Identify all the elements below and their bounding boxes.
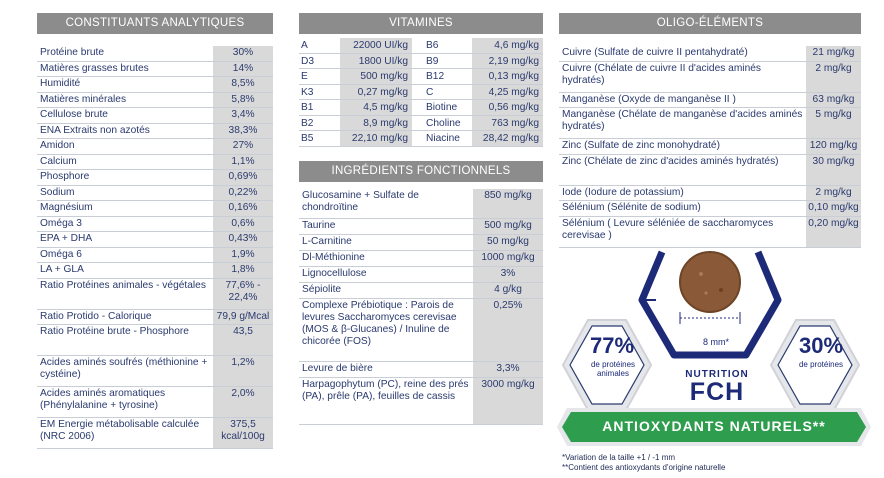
vitamin-value: 500 mg/kg bbox=[340, 69, 412, 84]
vitamin-value: 0,27 mg/kg bbox=[340, 85, 412, 100]
oligo-label: Sélénium (Sélénite de sodium) bbox=[562, 202, 701, 213]
vitamin-name: D3 bbox=[301, 55, 315, 67]
analytics-label: Calcium bbox=[40, 155, 77, 167]
analytics-label: Protéine brute bbox=[40, 47, 104, 58]
vitamin-value: 1800 UI/kg bbox=[340, 54, 412, 69]
vitamin-value: 0,13 mg/kg bbox=[472, 69, 543, 84]
analytics-label: EM Energie métabolisable calculée (NRC 2006) bbox=[40, 419, 200, 442]
analytics-label: ENA Extraits non azotés bbox=[40, 124, 150, 136]
vitamin-row bbox=[299, 116, 543, 132]
vitamin-value: 8,9 mg/kg bbox=[340, 116, 412, 131]
oligo-label: Cuivre (Sulfate de cuivre II pentahydraté) bbox=[562, 47, 748, 58]
ingredients-value: 3,3% bbox=[473, 362, 543, 377]
analytics-value: 1,8% bbox=[213, 263, 273, 278]
oligo-row bbox=[559, 201, 861, 217]
vitamin-name: B1 bbox=[301, 102, 314, 113]
analytics-value: 79,9 g/Mcal bbox=[213, 310, 273, 325]
analytics-row bbox=[37, 418, 273, 449]
analytics-row bbox=[37, 232, 273, 248]
analytics-value: 8,5% bbox=[213, 77, 273, 92]
analytics-row bbox=[37, 139, 273, 155]
analytics-value: 1,2% bbox=[213, 356, 273, 386]
oligo-table bbox=[559, 46, 861, 248]
vitamin-name: Choline bbox=[426, 117, 461, 129]
analytics-label: Amidon bbox=[40, 140, 75, 151]
brand-fch: FCH bbox=[689, 378, 745, 406]
left-badge-pct: 77% bbox=[589, 333, 635, 358]
ingredients-row bbox=[299, 362, 543, 378]
vitamin-row bbox=[299, 85, 543, 101]
analytics-value: 0,16% bbox=[213, 201, 273, 216]
oligo-value: 120 mg/kg bbox=[806, 139, 861, 154]
ingredients-row bbox=[299, 189, 543, 219]
ingredients-label: L-Carnitine bbox=[302, 236, 352, 247]
analytics-label: Ratio Protido - Calorique bbox=[40, 310, 152, 322]
antioxidant-text: ANTIOXYDANTS NATURELS** bbox=[602, 418, 826, 434]
vitamin-value: 4,5 mg/kg bbox=[340, 100, 412, 115]
ingredients-row bbox=[299, 219, 543, 235]
analytics-value: 2,0% bbox=[213, 387, 273, 417]
ingredients-table bbox=[299, 189, 543, 425]
analytics-value: 5,8% bbox=[213, 93, 273, 108]
analytics-label: Acides aminés soufrés (méthionine + cystéine) bbox=[40, 357, 208, 380]
ingredients-label: Glucosamine + Sulfate de chondroïtine bbox=[302, 190, 419, 213]
analytics-row bbox=[37, 46, 273, 62]
analytics-label: LA + GLA bbox=[40, 264, 84, 275]
oligo-label: Zinc (Chélate de zinc d'acides aminés hydratés) bbox=[562, 155, 779, 167]
ingredients-row bbox=[299, 251, 543, 267]
vitamin-row bbox=[299, 38, 543, 54]
analytics-value: 30% bbox=[213, 46, 273, 61]
vitamin-name: Niacine bbox=[426, 133, 460, 144]
ingredients-value: 500 mg/kg bbox=[473, 219, 543, 234]
analytics-value: 0,22% bbox=[213, 186, 273, 201]
oligo-row bbox=[559, 217, 861, 248]
analytics-value: 14% bbox=[213, 62, 273, 77]
oligo-value: 2 mg/kg bbox=[806, 62, 861, 92]
ingredients-label: Harpagophytum (PC), reine des prés (PA), prêle (PA), feuilles de cassis bbox=[302, 379, 469, 402]
oligo-label: Sélénium ( Levure séléniée de saccharomyces cerevisae ) bbox=[562, 217, 774, 241]
vitamin-name: B2 bbox=[301, 117, 314, 129]
analytics-row bbox=[37, 217, 273, 233]
analytics-value: 1,1% bbox=[213, 155, 273, 170]
analytics-row bbox=[37, 93, 273, 109]
oligo-row bbox=[559, 155, 861, 186]
vitamin-value: 22,10 mg/kg bbox=[340, 131, 412, 146]
analytics-value: 38,3% bbox=[213, 124, 273, 139]
analytics-label: Ratio Protéine brute - Phosphore bbox=[40, 326, 189, 337]
analytics-value: 27% bbox=[213, 139, 273, 154]
oligo-value: 30 mg/kg bbox=[806, 155, 861, 185]
analytics-row bbox=[37, 124, 273, 140]
ingredients-label: Sépiolite bbox=[302, 284, 342, 295]
oligo-label: Cuivre (Chélate de cuivre II d'acides aminés hydratés) bbox=[562, 62, 761, 86]
analytics-row bbox=[37, 248, 273, 264]
analytics-value: 43,5 bbox=[213, 325, 273, 355]
analytics-value: 0,69% bbox=[213, 170, 273, 185]
analytics-row bbox=[37, 108, 273, 124]
analytics-label: Cellulose brute bbox=[40, 109, 108, 120]
ingredients-row bbox=[299, 283, 543, 299]
analytics-table bbox=[37, 46, 273, 449]
analytics-row bbox=[37, 310, 273, 326]
oligo-label: Zinc (Sulfate de zinc monohydraté) bbox=[562, 140, 720, 151]
vitamin-row bbox=[299, 100, 543, 116]
analytics-value: 0,43% bbox=[213, 232, 273, 247]
oligo-value: 63 mg/kg bbox=[806, 93, 861, 108]
analytics-row bbox=[37, 77, 273, 93]
ingredients-row bbox=[299, 235, 543, 251]
analytics-value: 0,6% bbox=[213, 217, 273, 232]
oligo-row bbox=[559, 108, 861, 139]
oligo-row bbox=[559, 186, 861, 202]
ingredients-row bbox=[299, 378, 543, 425]
ingredients-value: 3% bbox=[473, 267, 543, 282]
vitamin-name: B6 bbox=[426, 40, 439, 51]
analytics-header: CONSTITUANTS ANALYTIQUES bbox=[37, 13, 273, 34]
oligo-value: 0,20 mg/kg bbox=[806, 217, 861, 247]
analytics-label: Oméga 3 bbox=[40, 217, 82, 229]
analytics-label: Magnésium bbox=[40, 202, 93, 213]
oligo-row bbox=[559, 139, 861, 155]
ingredients-label: Complexe Prébiotique : Parois de levures Saccharomyces cerevisae (MOS & β-Glucanes) / Inuline de chicorée (FOS) bbox=[302, 300, 457, 347]
analytics-row bbox=[37, 170, 273, 186]
oligo-row bbox=[559, 93, 861, 109]
oligo-header: OLIGO-ÉLÉMENTS bbox=[559, 13, 861, 34]
kibble-size-label: 8 mm* bbox=[702, 337, 729, 347]
ingredients-value: 1000 mg/kg bbox=[473, 251, 543, 266]
analytics-label: EPA + DHA bbox=[40, 233, 93, 244]
ingredients-value: 50 mg/kg bbox=[473, 235, 543, 250]
oligo-label: Manganèse (Oxyde de manganèse II ) bbox=[562, 93, 736, 105]
oligo-row bbox=[559, 62, 861, 93]
left-badge-text: de protéines animales bbox=[590, 360, 636, 378]
vitamin-name: A bbox=[301, 40, 308, 51]
vitamins-table bbox=[299, 38, 543, 147]
ingredients-label: Taurine bbox=[302, 220, 336, 231]
vitamin-name: Biotine bbox=[426, 102, 458, 113]
ingredients-value: 4 g/kg bbox=[473, 283, 543, 298]
vitamin-name: B9 bbox=[426, 55, 439, 67]
analytics-label: Matières grasses brutes bbox=[40, 62, 149, 74]
analytics-value: 77,6% - 22,4% bbox=[213, 279, 273, 309]
analytics-value: 375,5 kcal/100g bbox=[213, 418, 273, 448]
vitamin-row bbox=[299, 69, 543, 85]
analytics-label: Matières minérales bbox=[40, 93, 127, 105]
oligo-row bbox=[559, 46, 861, 62]
ingredients-header: INGRÉDIENTS FONCTIONNELS bbox=[299, 161, 543, 182]
vitamin-value: 4,25 mg/kg bbox=[472, 85, 543, 100]
footnote-1: *Variation de la taille +1 / -1 mm bbox=[562, 453, 676, 462]
vitamin-value: 2,19 mg/kg bbox=[472, 54, 543, 69]
oligo-label: Iode (Iodure de potassium) bbox=[562, 186, 684, 198]
vitamins-header: VITAMINES bbox=[299, 13, 543, 34]
oligo-value: 2 mg/kg bbox=[806, 186, 861, 201]
brand-nutrition: NUTRITION bbox=[685, 369, 749, 380]
ingredients-value: 850 mg/kg bbox=[473, 189, 543, 218]
vitamin-row bbox=[299, 54, 543, 70]
ingredients-row bbox=[299, 299, 543, 362]
oligo-value: 0,10 mg/kg bbox=[806, 201, 861, 216]
analytics-row bbox=[37, 155, 273, 171]
ingredients-value: 0,25% bbox=[473, 299, 543, 361]
analytics-row bbox=[37, 201, 273, 217]
ingredients-label: Dl-Méthionine bbox=[302, 252, 365, 263]
ingredients-value: 3000 mg/kg bbox=[473, 378, 543, 424]
vitamin-value: 0,56 mg/kg bbox=[472, 100, 543, 115]
analytics-row bbox=[37, 325, 273, 356]
analytics-row bbox=[37, 263, 273, 279]
vitamin-value: 28,42 mg/kg bbox=[472, 131, 543, 146]
vitamin-value: 4,6 mg/kg bbox=[472, 38, 543, 53]
analytics-row bbox=[37, 186, 273, 202]
oligo-value: 21 mg/kg bbox=[806, 46, 861, 61]
oligo-value: 5 mg/kg bbox=[806, 108, 861, 138]
vitamin-row bbox=[299, 131, 543, 147]
right-badge-pct: 30% bbox=[798, 333, 844, 358]
analytics-row bbox=[37, 62, 273, 78]
vitamin-name: E bbox=[301, 71, 308, 82]
ingredients-row bbox=[299, 267, 543, 283]
vitamin-value: 763 mg/kg bbox=[472, 116, 543, 131]
footnote-2: **Contient des antioxydants d'origine naturelle bbox=[562, 463, 726, 472]
analytics-label: Acides aminés aromatiques (Phénylalanine + tyrosine) bbox=[40, 388, 166, 411]
oligo-label: Manganèse (Chélate de manganèse d'acides aminés hydratés) bbox=[562, 109, 803, 132]
analytics-label: Ratio Protéines animales - végétales bbox=[40, 279, 206, 291]
analytics-label: Humidité bbox=[40, 78, 81, 89]
vitamin-name: C bbox=[426, 86, 434, 98]
analytics-row bbox=[37, 387, 273, 418]
right-badge-text: de protéines bbox=[798, 360, 844, 369]
analytics-value: 1,9% bbox=[213, 248, 273, 263]
vitamin-name: K3 bbox=[301, 86, 314, 98]
analytics-label: Oméga 6 bbox=[40, 248, 82, 260]
analytics-label: Phosphore bbox=[40, 171, 90, 182]
analytics-row bbox=[37, 356, 273, 387]
vitamin-name: B5 bbox=[301, 133, 314, 144]
vitamin-value: 22000 UI/kg bbox=[340, 38, 412, 53]
analytics-label: Sodium bbox=[40, 186, 75, 198]
analytics-value: 3,4% bbox=[213, 108, 273, 123]
ingredients-label: Lignocellulose bbox=[302, 268, 367, 279]
vitamin-name: B12 bbox=[426, 71, 445, 82]
analytics-row bbox=[37, 279, 273, 310]
ingredients-label: Levure de bière bbox=[302, 363, 373, 374]
